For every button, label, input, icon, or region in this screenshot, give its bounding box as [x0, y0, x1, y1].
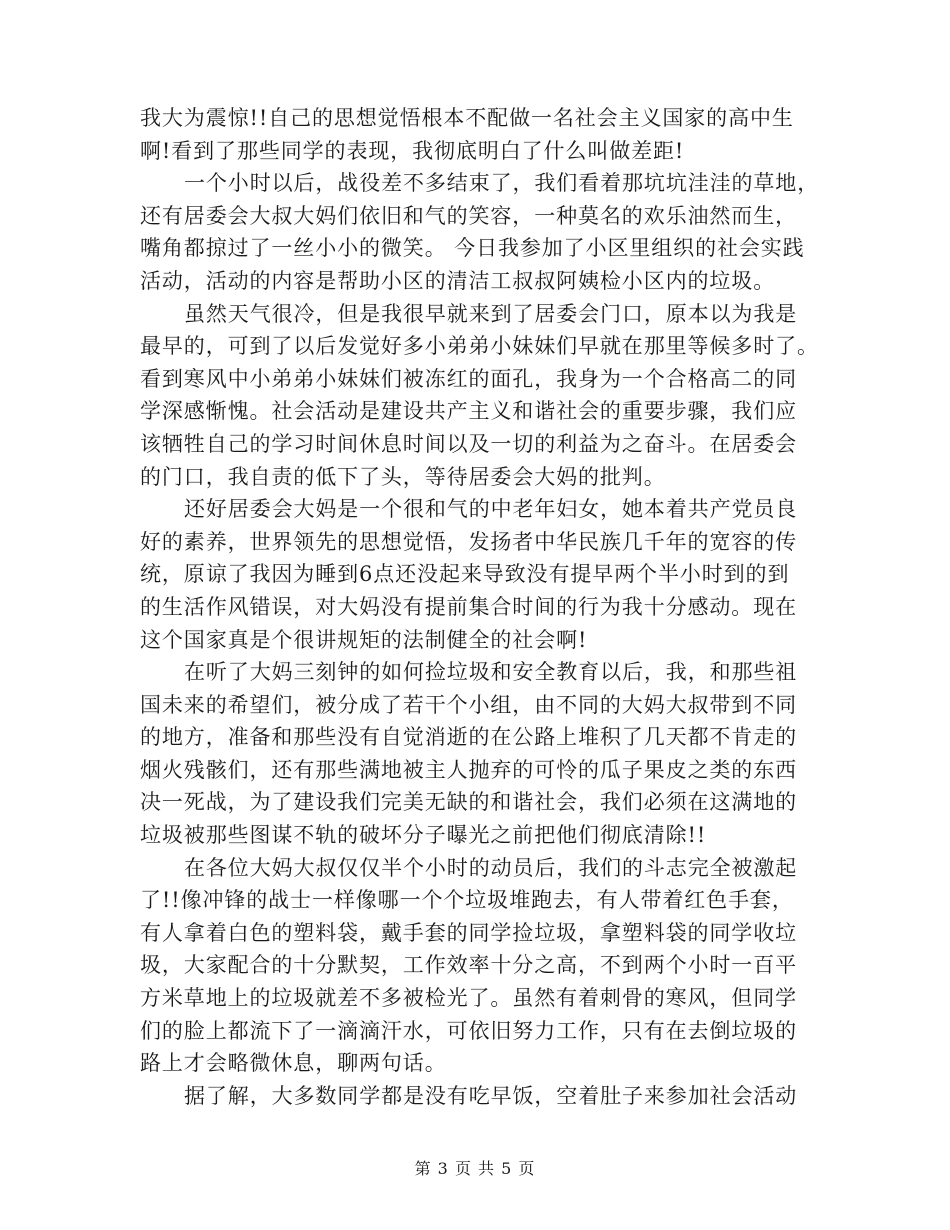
- text-line: 嘴角都掠过了一丝小小的微笑。 今日我参加了小区里组织的社会实践: [140, 236, 805, 261]
- text-line: 的地方，准备和那些没有自觉消逝的在公路上堆积了几天都不肯走的: [140, 725, 797, 750]
- text-line: 垃圾被那些图谋不轨的破坏分子曝光之前把他们彻底清除!!: [140, 823, 707, 848]
- text-line: 决一死战，为了建设我们完美无缺的和谐社会，我们必须在这满地的: [140, 790, 797, 815]
- text-line: 的生活作风错误，对大妈没有提前集合时间的行为我十分感动。现在: [140, 594, 797, 619]
- text-line: 有人拿着白色的塑料袋，戴手套的同学捡垃圾，拿塑料袋的同学收垃: [140, 920, 797, 945]
- text-line: 学深感惭愧。社会活动是建设共产主义和谐社会的重要步骤，我们应: [140, 399, 797, 424]
- text-line: 一个小时以后，战役差不多结束了，我们看着那坑坑洼洼的草地，: [184, 171, 820, 196]
- body-text: [140, 102, 820, 1112]
- text-line: 的门口，我自责的低下了头，等待居委会大妈的批判。: [140, 464, 666, 489]
- text-line: 还有居委会大叔大妈们依旧和气的笑容，一种莫名的欢乐油然而生，: [140, 203, 797, 228]
- text-line: 烟火残骸们，还有那些满地被主人抛弃的可怜的瓜子果皮之类的东西: [140, 757, 797, 782]
- text-line: 在各位大妈大叔仅仅半个小时的动员后，我们的斗志完全被激起: [184, 855, 798, 880]
- text-line: 们的脸上都流下了一滴滴汗水，可依旧努力工作，只有在去倒垃圾的: [140, 1018, 797, 1043]
- text-line: 圾，大家配合的十分默契，工作效率十分之高，不到两个小时一百平: [140, 953, 797, 978]
- text-line: 啊!看到了那些同学的表现，我彻底明白了什么叫做差距!: [140, 138, 685, 163]
- text-line: 了!!像冲锋的战士一样像哪一个个垃圾堆跑去，有人带着红色手套，: [140, 888, 794, 913]
- text-line: 国未来的希望们，被分成了若干个小组，由不同的大妈大叔带到不同: [140, 692, 797, 717]
- text-line: 该牺牲自己的学习时间休息时间以及一切的利益为之奋斗。在居委会: [140, 431, 797, 456]
- text-line: 看到寒风中小弟弟小妹妹们被冻红的面孔，我身为一个合格高二的同: [140, 366, 797, 391]
- text-line: 据了解，大多数同学都是没有吃早饭，空着肚子来参加社会活动: [184, 1083, 798, 1108]
- text-line: 我大为震惊!!自己的思想觉悟根本不配做一名社会主义国家的高中生: [140, 106, 794, 130]
- text-line: 虽然天气很冷，但是我很早就来到了居委会门口，原本以为我是: [184, 301, 798, 326]
- text-line: 好的素养，世界领先的思想觉悟，发扬者中华民族几千年的宽容的传: [140, 529, 797, 554]
- text-line: 最早的，可到了以后发觉好多小弟弟小妹妹们早就在那里等候多时了。: [140, 334, 819, 359]
- text-line: 还好居委会大妈是一个很和气的中老年妇女，她本着共产党员良: [184, 497, 798, 522]
- text-line: 活动，活动的内容是帮助小区的清洁工叔叔阿姨检小区内的垃圾。: [140, 268, 776, 293]
- text-line: 方米草地上的垃圾就差不多被检光了。虽然有着刺骨的寒风，但同学: [140, 986, 797, 1011]
- text-line: 统，原谅了我因为睡到6点还没起来导致没有提早两个半小时到的到: [140, 562, 790, 587]
- text-line: 在听了大妈三刻钟的如何捡垃圾和安全教育以后，我，和那些祖: [184, 660, 798, 685]
- page-footer: 第 3 页 共 5 页: [414, 1159, 536, 1178]
- text-line: 路上才会略微休息，聊两句话。: [140, 1051, 447, 1076]
- text-line: 这个国家真是个很讲规矩的法制健全的社会啊!: [140, 627, 588, 652]
